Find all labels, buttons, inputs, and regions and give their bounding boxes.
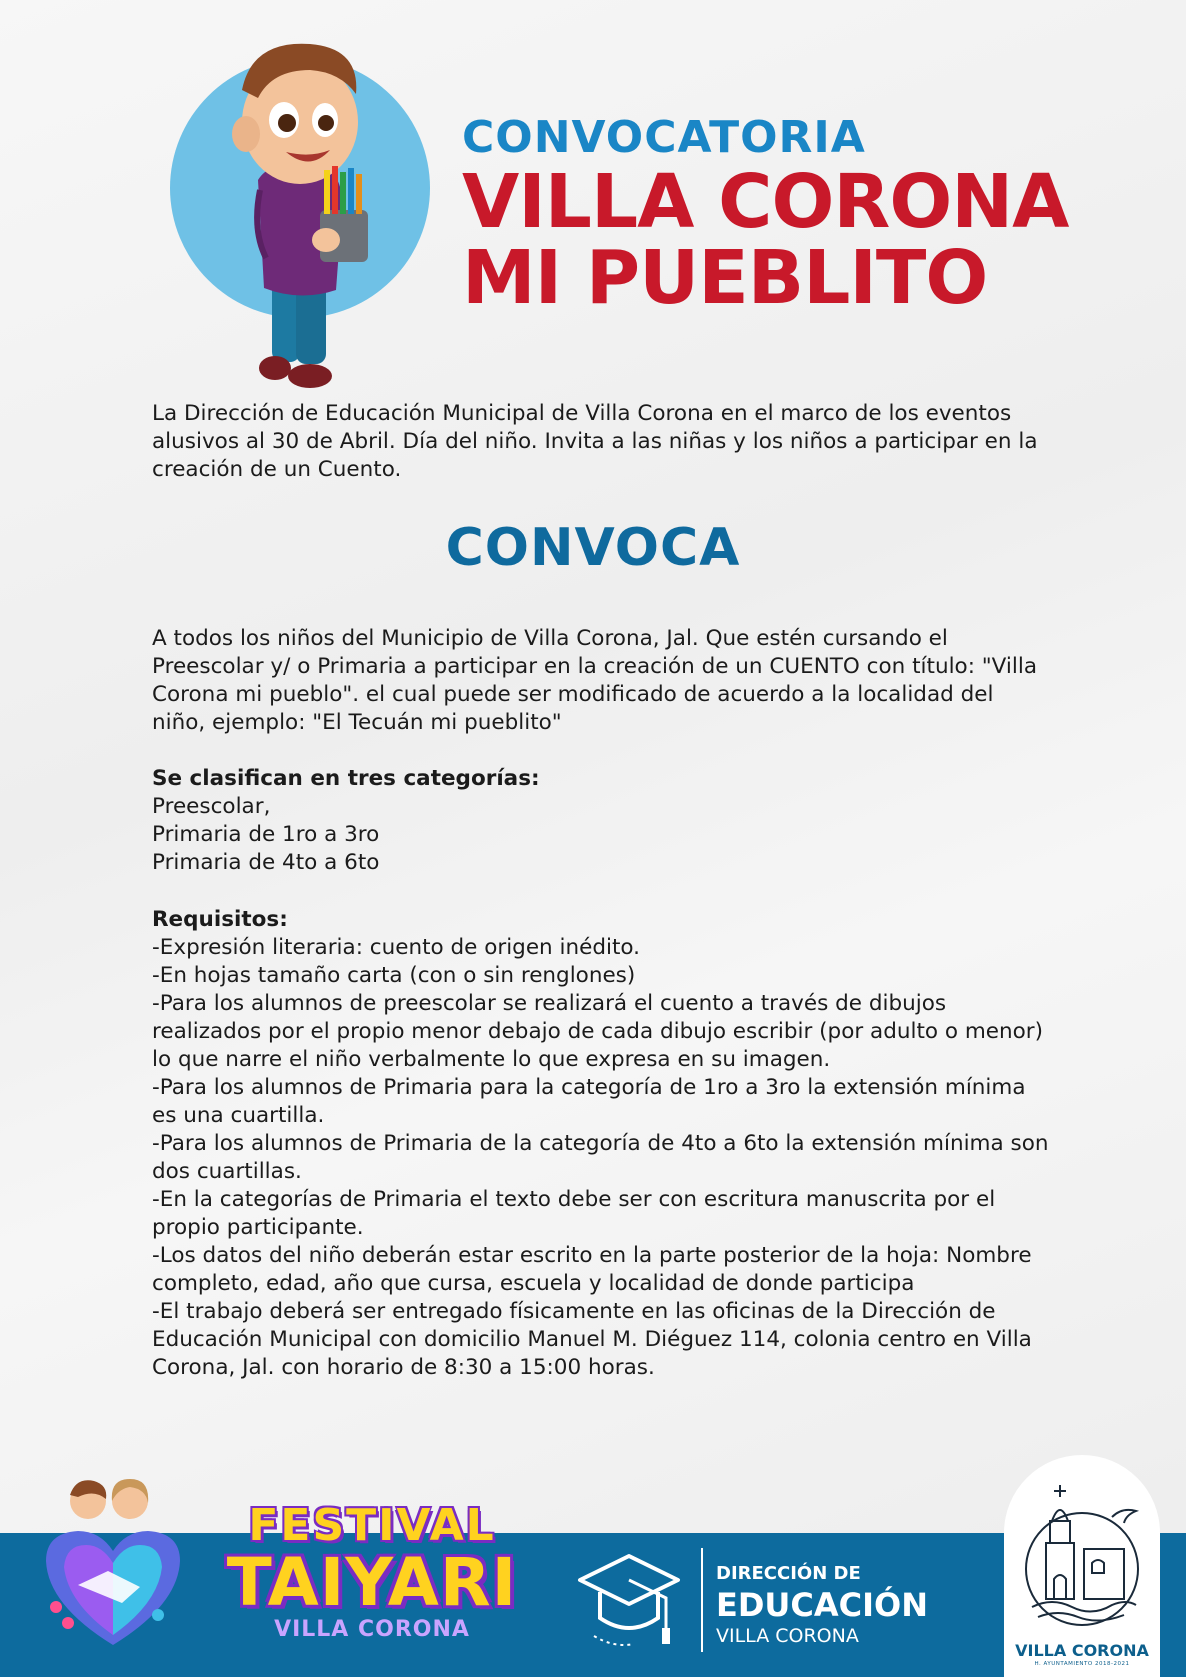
seal-subtitle: H. AYUNTAMIENTO 2018-2021: [1034, 1661, 1130, 1667]
festival-word: FESTIVAL: [248, 1500, 496, 1551]
intro-paragraph: La Dirección de Educación Municipal de Villa Corona en el marco de los eventos alusivos al 30 de Abril. Día del niño. Invita a las niñas y los niños a participar en la creación de un Cuento.: [152, 401, 1038, 482]
festival-place: VILLA CORONA: [274, 1617, 470, 1642]
education-logo: [716, 1562, 928, 1648]
category-item: Primaria de 1ro a 3ro: [152, 822, 380, 847]
categories-heading: Se clasifican en tres categorías:: [152, 766, 540, 791]
requirements-section: [152, 906, 1052, 1382]
seal-name: VILLA CORONA: [1015, 1641, 1149, 1660]
category-item: Preescolar,: [152, 794, 271, 819]
invitation-paragraph: A todos los niños del Municipio de Villa Corona, Jal. Que estén cursando el Preescolar y/ o Primaria a participar en la creación de un CUENTO con título: "Villa Corona mi pueblo". el cual puede ser modificado de acuerdo a la localidad del niño, ejemplo: "El Tecuán mi pueblito": [152, 626, 1037, 735]
convocatoria-kicker: CONVOCATORIA: [462, 112, 866, 163]
festival-taiyari-logo: [212, 1502, 532, 1644]
requirements-heading: Requisitos:: [152, 907, 288, 932]
title-line-2: MI PUEBLITO: [462, 235, 988, 321]
education-line-1: DIRECCIÓN DE: [716, 1563, 861, 1584]
convoca-heading: CONVOCA: [445, 518, 741, 578]
title-line-1: VILLA CORONA: [462, 159, 1069, 245]
graduation-cap-icon: [574, 1548, 684, 1653]
boy-holding-pencils-illustration: [160, 30, 450, 390]
requirement-item: -Para los alumnos de preescolar se realizará el cuento a través de dibujos realizados por el propio menor debajo de cada dibujo escribir (por adulto o menor) lo que narre el niño verbalmente lo que expresa en su imagen.: [152, 991, 1044, 1072]
education-line-3: VILLA CORONA: [716, 1625, 859, 1647]
requirement-item: -Los datos del niño deberán estar escrito en la parte posterior de la hoja: Nombre completo, edad, año que cursa, escuela y localidad de donde participa: [152, 1243, 1032, 1296]
requirement-item: -Expresión literaria: cuento de origen inédito.: [152, 935, 641, 960]
title-block: [462, 112, 1069, 321]
kids-handshake-heart-logo: [38, 1475, 188, 1655]
education-line-2: EDUCACIÓN: [716, 1586, 929, 1624]
category-item: Primaria de 4to a 6to: [152, 850, 380, 875]
footer-divider: [701, 1548, 703, 1652]
requirement-item: -En la categorías de Primaria el texto debe ser con escritura manuscrita por el propio participante.: [152, 1187, 996, 1240]
requirement-item: -Para los alumnos de Primaria para la categoría de 1ro a 3ro la extensión mínima es una cuartilla.: [152, 1075, 1026, 1128]
categories-section: [152, 765, 1052, 877]
villa-corona-seal: [1004, 1455, 1160, 1677]
villa-corona-church-seal: [1012, 1477, 1152, 1637]
taiyari-word: TAIYARI: [226, 1544, 518, 1621]
requirement-item: -Para los alumnos de Primaria de la categoría de 4to a 6to la extensión mínima son dos cuartillas.: [152, 1131, 1049, 1184]
requirement-item: -El trabajo deberá ser entregado físicamente en las oficinas de la Dirección de Educación Municipal con domicilio Manuel M. Diéguez 114, colonia centro en Villa Corona, Jal. con horario de 8:30 a 15:00 horas.: [152, 1299, 1032, 1380]
requirement-item: -En hojas tamaño carta (con o sin renglones): [152, 963, 636, 988]
